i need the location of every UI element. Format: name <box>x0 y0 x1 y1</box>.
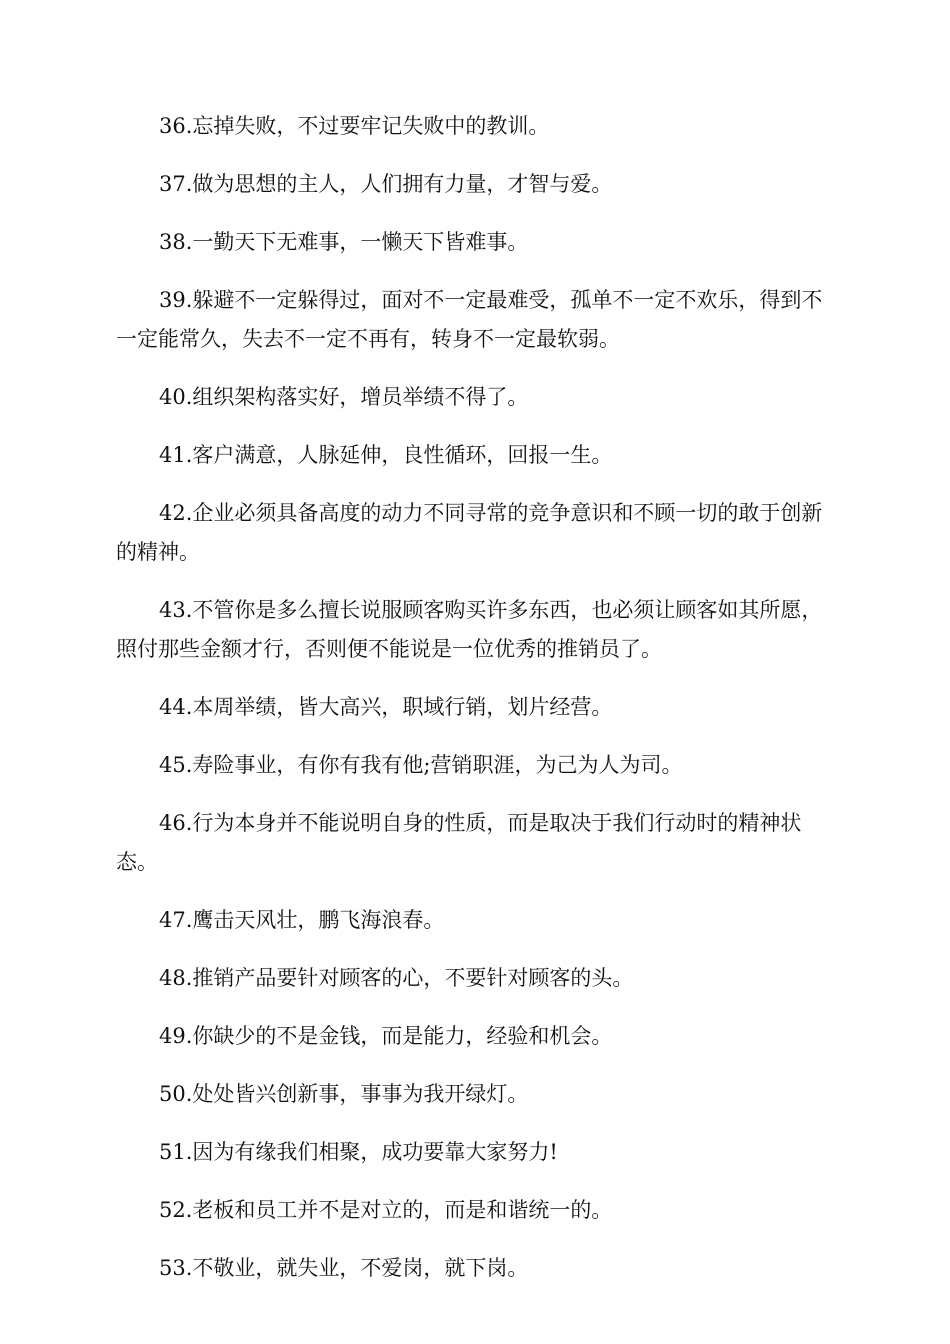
paragraph-52: 52.老板和员工并不是对立的，而是和谐统一的。 <box>159 1198 613 1222</box>
paragraph-44: 44.本周举绩，皆大高兴，职域行销，划片经营。 <box>159 695 613 719</box>
paragraph-37: 37.做为思想的主人，人们拥有力量，才智与爱。 <box>159 172 613 196</box>
paragraph-47: 47.鹰击天风壮，鹏飞海浪春。 <box>159 908 445 932</box>
paragraph-36: 36.忘掉失败，不过要牢记失败中的教训。 <box>159 114 550 138</box>
paragraph-51: 51.因为有缘我们相聚，成功要靠大家努力! <box>159 1140 558 1164</box>
paragraph-42: 42.企业必须具备高度的动力不同寻常的竞争意识和不顾一切的敢于创新的精神。 <box>116 501 823 564</box>
paragraph-40: 40.组织架构落实好，增员举绩不得了。 <box>159 385 529 409</box>
document-body <box>116 107 832 1307</box>
paragraph-45: 45.寿险事业，有你有我有他;营销职涯，为己为人为司。 <box>159 753 683 777</box>
paragraph-39: 39.躲避不一定躲得过，面对不一定最难受，孤单不一定不欢乐，得到不一定能常久，失去不一定不再有，转身不一定最软弱。 <box>116 288 823 351</box>
paragraph-53: 53.不敬业，就失业，不爱岗，就下岗。 <box>159 1256 529 1280</box>
paragraph-43: 43.不管你是多么擅长说服顾客购买许多东西，也必须让顾客如其所愿，照付那些金额才行，否则便不能说是一位优秀的推销员了。 <box>116 598 823 661</box>
paragraph-41: 41.客户满意，人脉延伸，良性循环，回报一生。 <box>159 443 613 467</box>
paragraph-38: 38.一勤天下无难事，一懒天下皆难事。 <box>159 230 529 254</box>
paragraph-50: 50.处处皆兴创新事，事事为我开绿灯。 <box>159 1082 529 1106</box>
paragraph-48: 48.推销产品要针对顾客的心，不要针对顾客的头。 <box>159 966 634 990</box>
paragraph-46: 46.行为本身并不能说明自身的性质，而是取决于我们行动时的精神状态。 <box>116 811 802 874</box>
paragraph-49: 49.你缺少的不是金钱，而是能力，经验和机会。 <box>159 1024 613 1048</box>
